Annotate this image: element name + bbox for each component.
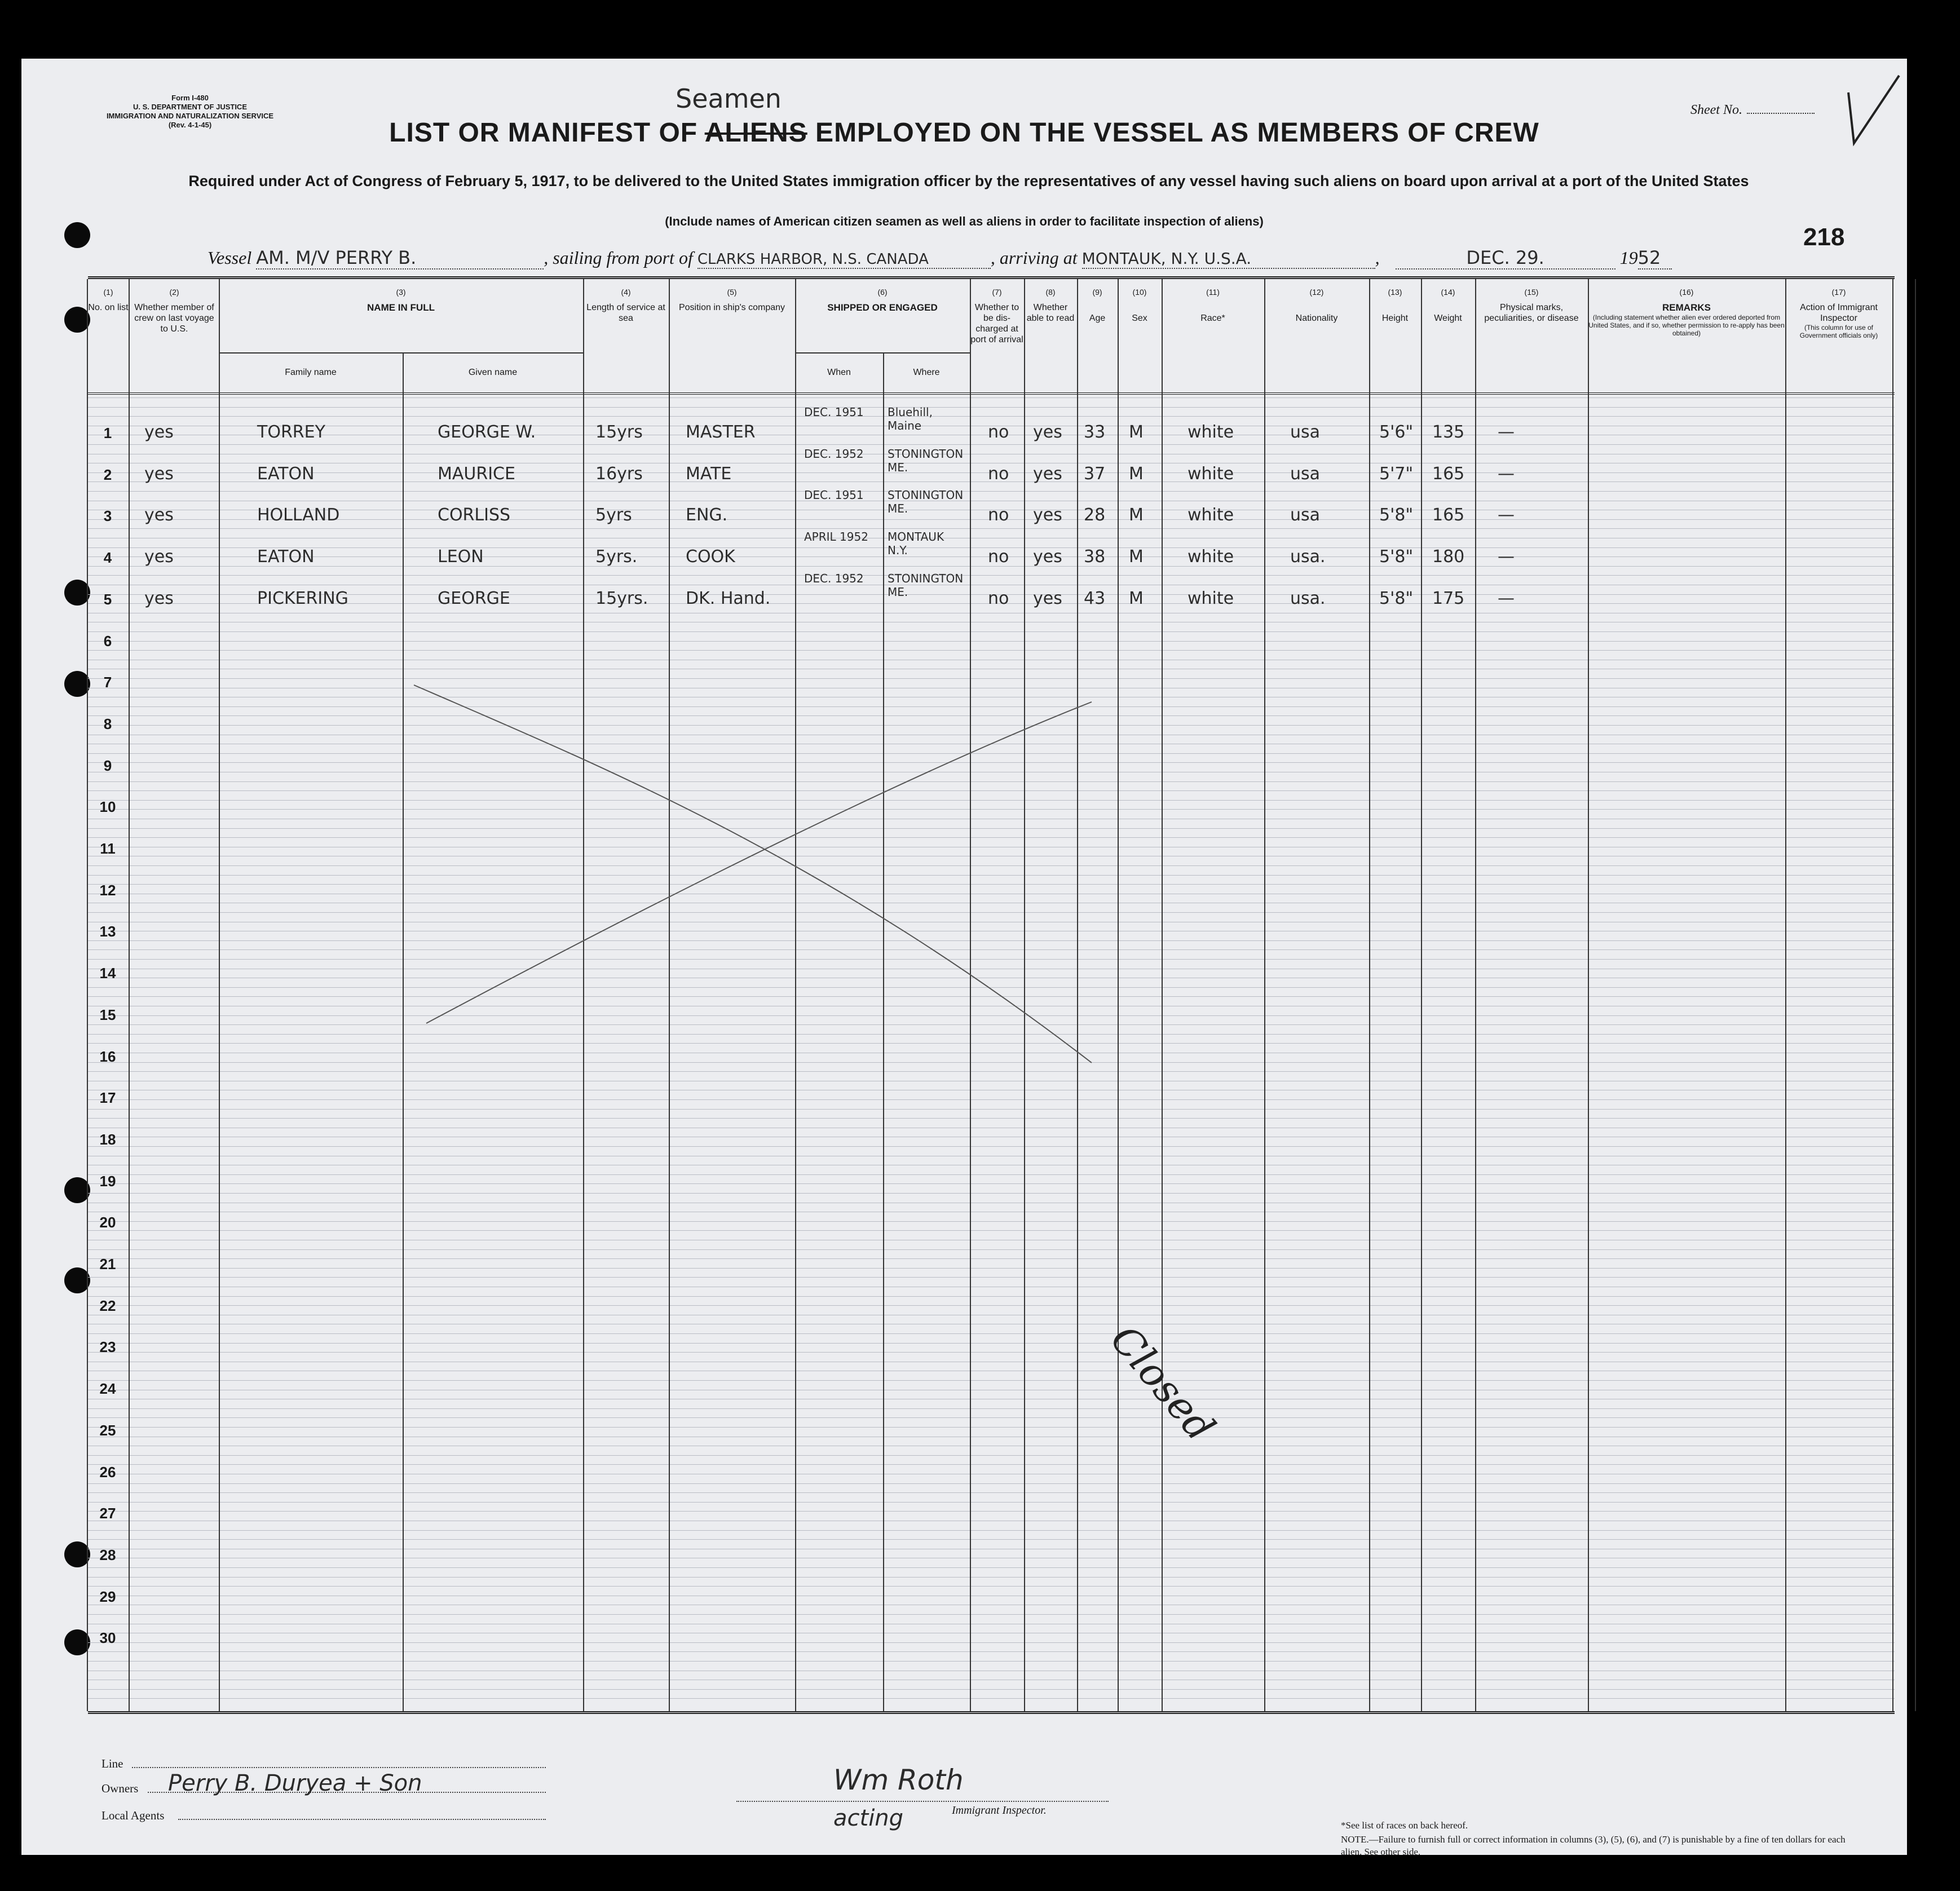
crew-weight: 165 [1432, 463, 1465, 484]
col-header-given-name: Given name [468, 368, 518, 377]
crew-whether-last-voyage: yes [144, 505, 174, 525]
crew-weight: 135 [1432, 422, 1465, 442]
crew-physical-marks: — [1498, 422, 1515, 442]
manifest-sheet [21, 59, 1907, 1855]
crew-age: 33 [1084, 422, 1106, 442]
crew-shipped-when: DEC. 1952 [804, 571, 864, 585]
row-number: 3 [103, 507, 112, 525]
line-label: Line [101, 1757, 123, 1770]
crew-sex: M [1129, 422, 1144, 442]
closed-annotation: Closed [1101, 1316, 1224, 1450]
crew-age: 37 [1084, 463, 1106, 484]
arriving-at-value: MONTAUK, N.Y. U.S.A. [1082, 249, 1375, 269]
arriving-label: , arriving at [990, 248, 1078, 268]
row-number: 22 [99, 1297, 116, 1314]
arrival-date-value: DEC. 29. [1396, 247, 1615, 269]
crew-height: 5'6" [1379, 422, 1414, 442]
crew-whether-last-voyage: yes [144, 422, 174, 442]
row-number: 6 [103, 632, 112, 650]
col-header-where: Where [913, 368, 940, 377]
crew-discharged: no [988, 463, 1009, 484]
stamp-number: 218 [1803, 223, 1845, 251]
col-header-12: (12) Nationality [1295, 288, 1338, 323]
col-header-16: (16) REMARKS (Including statement whether alien ever ordered deported from United States, and if so, whether permission to re-apply has been obtained) [1588, 288, 1785, 337]
crew-race: white [1188, 422, 1234, 442]
col-header-15: (15) Physical marks, peculiarities, or disease [1484, 288, 1579, 323]
crew-whether-last-voyage: yes [144, 463, 174, 484]
voyage-line: Vessel AM. M/V PERRY B. , sailing from port of CLARKS HARBOR, N.S. CANADA , arriving at MONTAUK, N.Y. U.S.A. , DEC. 29. 1952 [208, 247, 1672, 269]
row-number: 23 [99, 1338, 116, 1356]
row-number: 25 [99, 1421, 116, 1439]
col-header-14: (14) Weight [1434, 288, 1462, 323]
col-header-3: (3) NAME IN FULL [367, 288, 435, 313]
crew-sex: M [1129, 505, 1144, 525]
form-number: Form I-480 [171, 94, 209, 102]
local-agents-label: Local Agents [101, 1809, 165, 1822]
crew-age: 43 [1084, 588, 1106, 608]
crew-height: 5'8" [1379, 505, 1414, 525]
crew-shipped-when: DEC. 1951 [804, 405, 864, 419]
crew-physical-marks: — [1498, 588, 1515, 608]
col-header-10: (10) Sex [1132, 288, 1147, 323]
crew-length-of-service: 16yrs [595, 463, 643, 484]
row-number: 15 [99, 1006, 116, 1023]
year-prefix: 19 [1619, 248, 1638, 268]
crew-family-name: EATON [257, 547, 315, 567]
crew-able-to-read: yes [1033, 505, 1062, 525]
sailing-label: , sailing from port of [544, 248, 693, 268]
row-number: 4 [103, 549, 112, 567]
crew-given-name: CORLISS [438, 505, 511, 525]
vessel-value: AM. M/V PERRY B. [256, 247, 544, 269]
col-header-2: (2) Whether member of crew on last voyage to U.S. [134, 288, 214, 334]
title-handwritten-insert: Seamen [676, 83, 782, 114]
title-after: EMPLOYED ON THE VESSEL AS MEMBERS OF CREW [815, 118, 1539, 148]
col-header-when: When [827, 368, 851, 377]
row-number: 5 [103, 590, 112, 608]
crew-nationality: usa [1290, 463, 1321, 484]
row-number: 8 [103, 715, 112, 732]
row-number: 21 [99, 1256, 116, 1273]
crew-shipped-where: STONINGTON ME. [888, 447, 964, 474]
acting-annotation: acting [833, 1805, 904, 1831]
crew-sex: M [1129, 588, 1144, 608]
crew-race: white [1188, 505, 1234, 525]
crew-whether-last-voyage: yes [144, 588, 174, 608]
crew-shipped-where: STONINGTON ME. [888, 488, 964, 516]
crew-age: 28 [1084, 505, 1106, 525]
inspector-label: Immigrant Inspector. [952, 1804, 1047, 1817]
crew-physical-marks: — [1498, 463, 1515, 484]
row-number: 30 [99, 1629, 116, 1647]
row-number: 19 [99, 1172, 116, 1190]
crew-weight: 180 [1432, 547, 1465, 567]
row-number: 12 [99, 881, 116, 899]
title-struck-word: ALIENS [704, 118, 807, 148]
crew-given-name: GEORGE W. [438, 422, 536, 442]
row-number: 26 [99, 1463, 116, 1481]
col-header-7: (7) Whether to be dis-charged at port of arrival [970, 288, 1023, 344]
crew-shipped-when: APRIL 1952 [804, 530, 868, 544]
crew-shipped-where: MONTAUK N.Y. [888, 530, 944, 558]
col-header-5: (5) Position in ship's company [678, 288, 785, 312]
crew-weight: 165 [1432, 505, 1465, 525]
page-title [21, 117, 1907, 148]
crew-sex: M [1129, 547, 1144, 567]
row-number: 28 [99, 1546, 116, 1563]
row-number: 16 [99, 1048, 116, 1065]
crew-sex: M [1129, 463, 1144, 484]
requirement-text: Required under Act of Congress of February 5, 1917, to be delivered to the United States immigration officer by the representatives of any vessel having such aliens on board upon arrival at a port of the United States [188, 173, 1749, 189]
crew-height: 5'7" [1379, 463, 1414, 484]
row-number: 29 [99, 1588, 116, 1605]
crew-nationality: usa [1290, 505, 1321, 525]
crew-physical-marks: — [1498, 505, 1515, 525]
row-number: 7 [103, 674, 112, 691]
inspector-signature: Wm Roth [833, 1764, 964, 1796]
penalty-note: NOTE.—Failure to furnish full or correct information in columns (3), (5), (6), and (7) is punishable by a fine of ten dollars for each alien. See other side. [1341, 1834, 1846, 1857]
vessel-label: Vessel [208, 248, 252, 268]
row-number: 9 [103, 757, 112, 774]
row-number: 11 [100, 840, 116, 857]
crew-given-name: LEON [438, 547, 484, 567]
row-number: 13 [99, 923, 116, 940]
crew-discharged: no [988, 505, 1009, 525]
crew-race: white [1188, 463, 1234, 484]
crew-discharged: no [988, 422, 1009, 442]
check-mark-icon [1843, 70, 1905, 154]
crew-length-of-service: 15yrs [595, 422, 643, 442]
cancel-cross-mark [88, 279, 1159, 1711]
crew-able-to-read: yes [1033, 547, 1062, 567]
crew-position: MATE [686, 463, 732, 484]
col-header-1: (1) No. on list [88, 288, 129, 312]
crew-position: COOK [686, 547, 735, 567]
form-service: IMMIGRATION AND NATURALIZATION SERVICE [106, 112, 274, 120]
crew-length-of-service: 5yrs. [595, 547, 638, 567]
col-header-9: (9) Age [1089, 288, 1106, 323]
crew-race: white [1188, 547, 1234, 567]
row-number: 17 [99, 1089, 116, 1107]
races-note: *See list of races on back hereof. [1341, 1820, 1468, 1831]
row-number: 24 [99, 1380, 116, 1398]
crew-discharged: no [988, 547, 1009, 567]
crew-age: 38 [1084, 547, 1106, 567]
crew-physical-marks: — [1498, 547, 1515, 567]
crew-whether-last-voyage: yes [144, 547, 174, 567]
col-header-17: (17) Action of Immigrant Inspector (This column for use of Government officials only) [1799, 288, 1878, 339]
title-before: LIST OR MANIFEST OF [389, 118, 698, 148]
crew-family-name: TORREY [257, 422, 325, 442]
row-number: 10 [99, 798, 116, 816]
row-number: 14 [99, 965, 116, 982]
row-number: 2 [103, 466, 112, 483]
col-header-6: (6) SHIPPED OR ENGAGED [827, 288, 938, 313]
crew-position: ENG. [686, 505, 728, 525]
crew-length-of-service: 5yrs [595, 505, 632, 525]
crew-shipped-where: Bluehill, Maine [888, 405, 933, 432]
crew-able-to-read: yes [1033, 463, 1062, 484]
crew-given-name: GEORGE [438, 588, 510, 608]
col-header-13: (13) Height [1381, 288, 1409, 323]
crew-family-name: HOLLAND [257, 505, 340, 525]
row-number: 27 [99, 1505, 116, 1522]
crew-family-name: PICKERING [257, 588, 348, 608]
crew-position: DK. Hand. [686, 588, 771, 608]
sheet-number-label: Sheet No. [1690, 103, 1742, 117]
row-number: 18 [99, 1130, 116, 1148]
crew-family-name: EATON [257, 463, 315, 484]
crew-shipped-when: DEC. 1951 [804, 488, 864, 502]
crew-given-name: MAURICE [438, 463, 515, 484]
crew-discharged: no [988, 588, 1009, 608]
crew-nationality: usa. [1290, 547, 1326, 567]
crew-length-of-service: 15yrs. [595, 588, 648, 608]
form-rev: (Rev. 4-1-45) [168, 121, 212, 129]
crew-position: MASTER [686, 422, 756, 442]
row-number: 1 [103, 425, 112, 441]
sailing-from-value: CLARKS HARBOR, N.S. CANADA [698, 251, 991, 269]
crew-weight: 175 [1432, 588, 1465, 608]
crew-nationality: usa. [1290, 588, 1326, 608]
crew-height: 5'8" [1379, 547, 1414, 567]
col-header-11: (11) Race* [1200, 288, 1225, 323]
sheet-number [1690, 103, 1815, 118]
owners-value: Perry B. Duryea + Son [168, 1770, 422, 1796]
form-dept: U. S. DEPARTMENT OF JUSTICE [133, 103, 247, 111]
include-note: (Include names of American citizen seamen as well as aliens in order to facilitate inspection of aliens) [665, 214, 1264, 228]
col-header-family-name: Family name [285, 368, 337, 377]
row-number: 20 [99, 1214, 116, 1231]
crew-shipped-when: DEC. 1952 [804, 447, 864, 461]
year-suffix: 52 [1638, 247, 1672, 269]
owners-label: Owners [101, 1782, 139, 1795]
crew-race: white [1188, 588, 1234, 608]
crew-height: 5'8" [1379, 588, 1414, 608]
crew-nationality: usa [1290, 422, 1321, 442]
crew-shipped-where: STONINGTON ME. [888, 571, 964, 599]
col-header-4: (4) Length of service at sea [586, 288, 665, 323]
crew-manifest-table [88, 276, 1895, 1714]
crew-able-to-read: yes [1033, 422, 1062, 442]
crew-able-to-read: yes [1033, 588, 1062, 608]
col-header-8: (8) Whether able to read [1026, 288, 1075, 323]
